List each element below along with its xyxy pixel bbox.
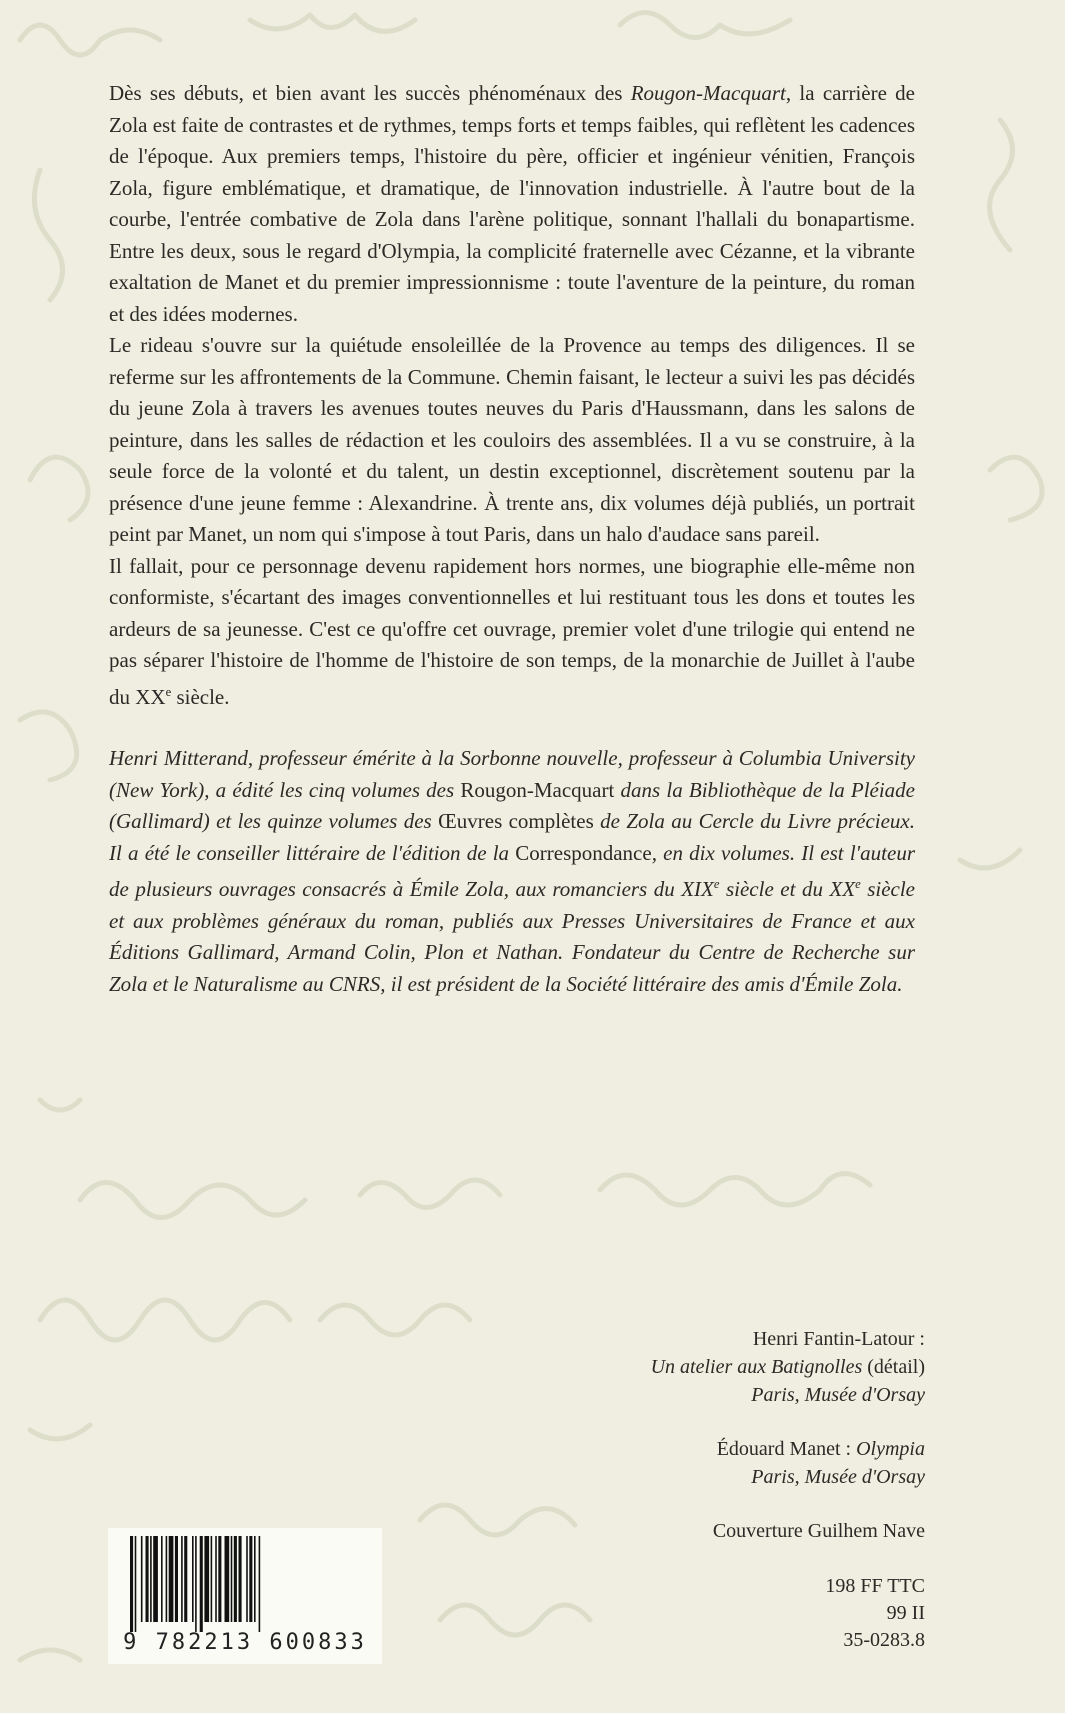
barcode-bar xyxy=(249,1536,252,1622)
catalog-code: 35-0283.8 xyxy=(843,1629,925,1651)
barcode-bar xyxy=(254,1536,256,1622)
barcode-bar xyxy=(239,1536,242,1622)
author-bio xyxy=(109,743,915,1000)
barcode-bar xyxy=(195,1536,197,1632)
main-text-block xyxy=(109,78,915,1000)
edition-code: 99 II xyxy=(886,1602,925,1624)
barcode-bar xyxy=(246,1536,248,1622)
barcode-bar xyxy=(141,1536,143,1622)
barcode-bar xyxy=(161,1536,163,1622)
text-run: Il fallait, pour ce personnage devenu rapidement hors normes, une biographie elle-même non conformiste, s'écartant des images conventionnelles et lui restituant tous les dons et toutes les ardeurs de sa jeunesse. C'est ce qu'offre cet ouvrage, premier volet d'une trilogie qui entend ne pas séparer l'histoire de l'homme de l'histoire de son temps, de la monarchie de Juillet à l'aube du XX xyxy=(109,553,915,709)
barcode-bar xyxy=(181,1536,183,1622)
manet-artwork xyxy=(651,1435,925,1463)
text-run: Dès ses débuts, et bien avant les succès phénoménaux des xyxy=(109,81,631,105)
barcode-bar xyxy=(218,1536,221,1622)
barcode-bar xyxy=(225,1536,230,1622)
barcode-bar xyxy=(211,1536,213,1622)
main-paragraph-3 xyxy=(109,551,915,714)
manet-author: Édouard Manet : xyxy=(716,1438,857,1460)
text-run: , la carrière de Zola est faite de contrastes et de rythmes, temps forts et temps faibles, qui reflètent les cadences de l'époque. Aux premiers temps, l'histoire du père, officier et ingénieur vénitien, François Zola, figure emblématique, et dramatique, de l'innovation industrielle. À l'autre bout de la courbe, l'entrée combative de Zola dans l'arène politique, sonnant l'hallali du bonapartisme. Entre les deux, sous le regard d'Olympia, la complicité fraternelle avec Cézanne, et la vibrante exaltation de Manet et du premier impressionnisme : toute l'aventure de la peinture, du roman et des idées modernes. xyxy=(109,81,915,326)
barcode-bar xyxy=(153,1536,158,1622)
barcode-bars xyxy=(108,1528,382,1632)
manet-title: Olympia xyxy=(856,1438,925,1460)
barcode-bar xyxy=(192,1536,194,1622)
barcode-bar xyxy=(231,1536,233,1622)
barcode-bar xyxy=(234,1536,237,1622)
barcode-bar xyxy=(204,1536,209,1622)
image-credits xyxy=(651,1325,925,1545)
fantin-title: Un atelier aux Batignolles xyxy=(650,1356,863,1378)
text-run: Le rideau s'ouvre sur la quiétude ensoleillée de la Provence au temps des diligences. Il se referme sur les affrontements de la Commune. Chemin faisant, le lecteur a suivi les pas décidés du jeune Zola à travers les avenues toutes neuves du Paris d'Haussmann, dans les salons de peinture, dans les salles de rédaction et les couloirs des assemblées. Il a vu se construire, à la seule force de la volonté et du talent, un destin exceptionnel, discrètement soutenu par la présence d'une jeune femme : Alexandrine. À trente ans, dix volumes déjà publiés, un portrait peint par Manet, un nom qui s'impose à tout Paris, dans un halo d'audace sans pareil. xyxy=(109,333,915,546)
text-run: dans la Bibliothèque de la Pléiade (Gallimard) et les quinze volumes des xyxy=(109,777,916,833)
price: 198 FF TTC xyxy=(825,1575,925,1597)
roman-text: Correspondance xyxy=(515,840,652,865)
barcode-bar xyxy=(166,1536,168,1622)
text-run: Henri Mitterand, professeur émérite à la Sorbonne nouvelle, professeur à Columbia University (New York), a édité les cinq volumes des xyxy=(109,746,915,802)
fantin-author: Henri Fantin-Latour : xyxy=(752,1328,925,1350)
barcode-bar xyxy=(200,1536,203,1632)
barcode-digits: 9 782213 600833 xyxy=(123,1630,367,1655)
text-run: siècle et du XX xyxy=(719,877,856,901)
roman-text: Œuvres complètes xyxy=(438,809,594,833)
italic-text: Rougon-Macquart xyxy=(630,81,786,105)
fantin-detail: (détail) xyxy=(862,1356,925,1378)
superscript: e xyxy=(855,877,861,891)
barcode-bar xyxy=(135,1536,137,1632)
text-run: siècle. xyxy=(171,684,230,709)
roman-text: Rougon-Macquart xyxy=(460,777,615,802)
main-paragraph-2 xyxy=(109,330,915,551)
fantin-artwork xyxy=(651,1353,925,1381)
barcode-bar xyxy=(259,1536,261,1632)
superscript: e xyxy=(165,684,172,699)
text-run: , en dix volumes. Il est l'auteur de plusieurs ouvrages consacrés à Émile Zola, aux romanciers du XIX xyxy=(109,840,915,901)
price-block xyxy=(825,1573,925,1654)
barcode-bar xyxy=(169,1536,174,1622)
manet-museum: Paris, Musée d'Orsay xyxy=(751,1466,925,1488)
main-paragraph-1 xyxy=(109,78,915,330)
barcode-bar xyxy=(146,1536,149,1622)
fantin-museum: Paris, Musée d'Orsay xyxy=(751,1384,925,1406)
text-run: siècle et aux problèmes généraux du roman, publiés aux Presses Universitaires de France et aux Éditions Gallimard, Armand Colin, Plon et Nathan. Fondateur du Centre de Recherche sur Zola et le Naturalisme au CNRS, il est président de la Société littéraire des amis d'Émile Zola. xyxy=(109,877,916,996)
text-run: de Zola au Cercle du Livre précieux. Il a été le conseiller littéraire de l'édition de la xyxy=(109,809,915,865)
superscript: e xyxy=(713,877,720,891)
cover-credit: Couverture Guilhem Nave xyxy=(712,1520,925,1542)
barcode-bar xyxy=(184,1536,187,1622)
barcode-bar xyxy=(150,1536,152,1622)
barcode-bar xyxy=(175,1536,178,1622)
barcode-bar xyxy=(215,1536,217,1622)
barcode-bar xyxy=(130,1536,133,1632)
